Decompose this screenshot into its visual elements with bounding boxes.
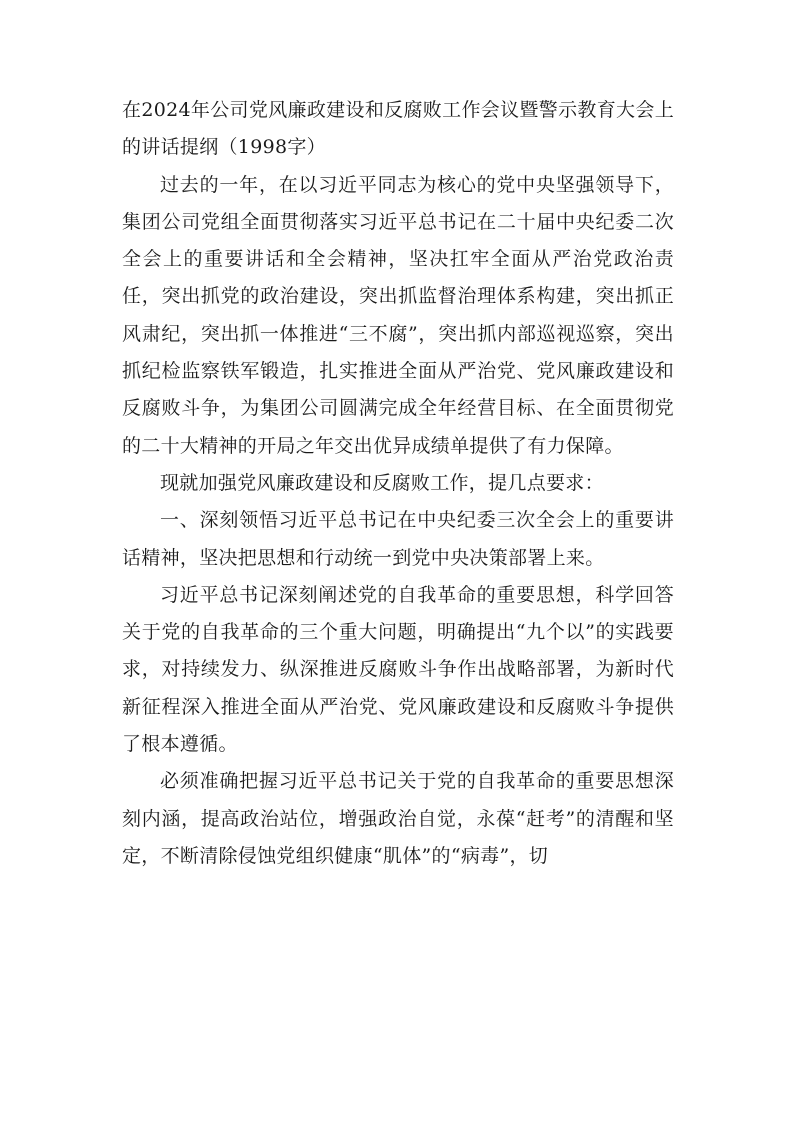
- paragraph-grasp-connotation: 必须准确把握习近平总书记关于党的自我革命的重要思想深刻内涵，提高政治站位，增强政治自觉，永葆“赶考”的清醒和坚定，不断清除侵蚀党组织健康“肌体”的“病毒”，切: [122, 770, 674, 867]
- paragraph-requirements-intro: 现就加强党风廉政建设和反腐败工作，提几点要求：: [160, 471, 604, 494]
- document-title: 在2024年公司党风廉政建设和反腐败工作会议暨警示教育大会上的讲话提纲（1998字）: [122, 99, 674, 159]
- document-body: [122, 92, 674, 875]
- section-heading-one: 一、深刻领悟习近平总书记在中央纪委三次全会上的重要讲话精神，坚决把思想和行动统一到党中央决策部署上来。: [122, 509, 674, 569]
- paragraph-review: 过去的一年，在以习近平同志为核心的党中央坚强领导下，集团公司党组全面贯彻落实习近平总书记在二十届中央纪委二次全会上的重要讲话和全会精神，坚决扛牢全面从严治党政治责任，突出抓党的政治建设，突出抓监督治理体系构建，突出抓正风肃纪，突出抓一体推进“三不腐”，突出抓内部巡视巡察，突出抓纪检监察铁军锻造，扎实推进全面从严治党、党风廉政建设和反腐败斗争，为集团公司圆满完成全年经营目标、在全面贯彻党的二十大精神的开局之年交出优异成绩单提供了有力保障。: [122, 173, 674, 457]
- paragraph-self-revolution: 习近平总书记深刻阐述党的自我革命的重要思想，科学回答关于党的自我革命的三个重大问题，明确提出“九个以”的实践要求，对持续发力、纵深推进反腐败斗争作出战略部署，为新时代新征程深入推进全面从严治党、党风廉政建设和反腐败斗争提供了根本遵循。: [122, 583, 674, 756]
